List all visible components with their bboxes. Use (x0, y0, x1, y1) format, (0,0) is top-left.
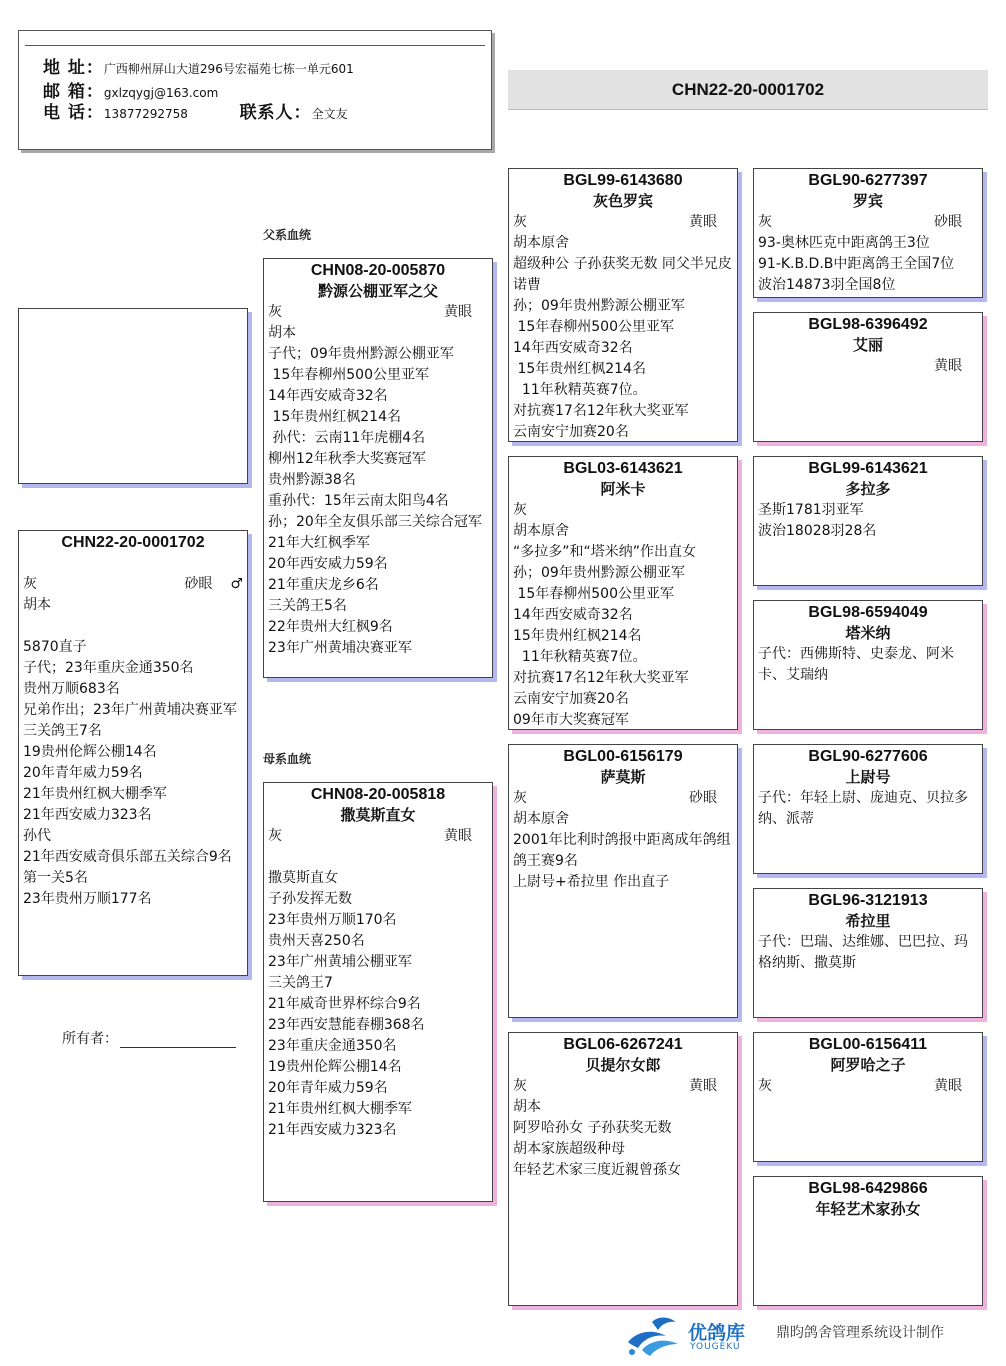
subject-eye: 砂眼 (184, 576, 213, 592)
note-line: 胡本 (268, 325, 296, 341)
note-line: 贵州万顺683名 (23, 681, 120, 697)
note-line: 23年西安慧能春棚368名 (268, 1017, 425, 1033)
ggp4-notes (754, 644, 982, 686)
note-line: 孙；09年贵州黔源公棚亚军 (513, 298, 685, 314)
note-line: 超级种公 子孙获奖无数 同父半兄皮诺曹 (513, 256, 732, 293)
ggp6-ring: BGL96-3121913 (808, 892, 928, 909)
note-line (23, 616, 243, 637)
gp3-ring: BGL00-6156179 (563, 748, 683, 765)
ggp8-ring: BGL98-6429866 (808, 1180, 928, 1197)
note-line: 重孙代：15年云南太阳鸟4名 (268, 493, 449, 509)
note-line: 柳州12年秋季大奖赛冠军 (268, 451, 426, 467)
subject-notes (19, 595, 247, 910)
granddam-paternal-card (508, 456, 738, 730)
note-line: 21年西安威力323名 (23, 807, 152, 823)
owner-field (62, 1028, 236, 1048)
ggp4-ring: BGL98-6594049 (808, 604, 928, 621)
ggp7-eye: 黄眼 (934, 1078, 962, 1094)
photo-placeholder (18, 308, 248, 484)
subject-ring: CHN22-20-0001702 (61, 534, 205, 551)
note-line: 对抗赛17名12年秋大奖亚军 (513, 670, 689, 686)
gp4-eye: 黄眼 (689, 1078, 717, 1094)
ggp1-card (753, 168, 983, 298)
sire-name: 黔源公棚亚军之父 (317, 282, 438, 300)
note-line: 21年大红枫季军 (268, 535, 370, 551)
gp3-name: 萨莫斯 (600, 768, 646, 786)
note-line: 子代；09年贵州黔源公棚亚军 (268, 346, 454, 362)
ggp5-name: 上尉号 (845, 768, 891, 786)
note-line: 21年重庆龙乡6名 (268, 577, 379, 593)
note-line: 20年西安威力59名 (268, 556, 388, 572)
brand-name-cn: 优鸽库 (688, 1322, 746, 1344)
grandsire-paternal-card (508, 168, 738, 442)
note-line: 阿罗哈孙女 子孙获奖无数 (513, 1120, 672, 1136)
note-line: 23年广州黄埔决赛亚军 (268, 640, 412, 656)
gp4-name: 贝提尔女郎 (585, 1056, 661, 1074)
ggp1-name: 罗宾 (852, 192, 883, 210)
note-line: 胡本家族超级种母 (513, 1141, 625, 1157)
phone-value: 13877292758 (103, 107, 188, 121)
phone-row (43, 98, 348, 123)
gp3-color: 灰 (513, 790, 527, 806)
note-line: 20年青年威力59名 (268, 1080, 388, 1096)
note-line: 子代：年轻上尉、庞迪克、贝拉多纳、派蒂 (758, 790, 968, 827)
note-line: 上尉号+希拉里 作出直子 (513, 874, 670, 890)
note-line: 第一关5名 (23, 870, 88, 886)
ggp5-ring: BGL90-6277606 (808, 748, 928, 765)
ggp4-card (753, 600, 983, 730)
ggp8-name: 年轻艺术家孙女 (815, 1200, 921, 1218)
note-line: “多拉多”和“塔米纳”作出直女 (513, 544, 697, 560)
ggp4-name: 塔米纳 (845, 624, 891, 642)
note-line: 孙；20年全友俱乐部三关综合冠军 (268, 514, 482, 530)
sire-notes (264, 323, 492, 659)
footer-credit: 鼎昀鸽舍管理系统设计制作 (776, 1325, 944, 1341)
note-line: 三关鸽王5名 (268, 598, 347, 614)
note-line: 23年贵州万顺177名 (23, 891, 152, 907)
ggp1-notes (754, 233, 982, 296)
sire-color: 灰 (268, 304, 282, 320)
dam-eye: 黄眼 (444, 828, 472, 844)
note-line: 15年春柳州500公里亚军 (268, 367, 429, 383)
note-line: 胡本 (23, 597, 51, 613)
note-line: 对抗赛17名12年秋大奖亚军 (513, 403, 689, 419)
note-line: 胡本原舍 (513, 235, 569, 251)
yougeku-logo-icon (622, 1312, 684, 1358)
dam-ring: CHN08-20-005818 (310, 786, 446, 803)
note-line: 22年贵州大红枫9名 (268, 619, 393, 635)
email-label: 邮 箱： (43, 82, 104, 102)
note-line: 19贵州伦辉公棚14名 (23, 744, 157, 760)
note-line: 圣斯1781羽亚军 (758, 502, 864, 518)
ggp2-ring: BGL98-6396492 (808, 316, 928, 333)
address-row (43, 53, 354, 78)
ggp3-notes (754, 500, 982, 542)
note-line: 21年西安威力323名 (268, 1122, 397, 1138)
note-line: 孙代 (23, 828, 51, 844)
note-line: 子代：西佛斯特、史泰龙、阿米卡、艾瑞纳 (758, 646, 954, 683)
ggp6-name: 希拉里 (845, 912, 891, 930)
note-line: 21年威奇世界杯综合9名 (268, 996, 421, 1012)
note-line: 15年贵州红枫214名 (268, 409, 401, 425)
ggp2-name: 艾丽 (852, 336, 883, 354)
note-line: 孙；09年贵州黔源公棚亚军 (513, 565, 685, 581)
note-line: 14年西安威奇32名 (268, 388, 388, 404)
gp3-notes (509, 809, 737, 893)
note-line: 胡本 (513, 1099, 541, 1115)
gp2-color: 灰 (513, 502, 527, 518)
sire-section-title: 父系血统 (263, 228, 312, 242)
note-line: 子代：巴瑞、达维娜、巴巴拉、玛格纳斯、撒莫斯 (758, 934, 968, 971)
note-line: 子代；23年重庆金通350名 (23, 660, 194, 676)
note-line: 23年贵州万顺170名 (268, 912, 397, 928)
note-line: 11年秋精英赛7位。 (513, 382, 647, 398)
gp1-name: 灰色罗宾 (592, 192, 653, 210)
note-line: 19贵州伦辉公棚14名 (268, 1059, 402, 1075)
ggp5-notes (754, 788, 982, 830)
contact-card (18, 30, 492, 150)
note-line: 三关鸽王7 (268, 975, 333, 991)
ggp5-card (753, 744, 983, 874)
gp4-notes (509, 1097, 737, 1181)
ggp3-card (753, 456, 983, 586)
note-line: 年轻艺术家三度近親曾孫女 (513, 1162, 681, 1178)
ggp7-color: 灰 (758, 1078, 772, 1094)
note-line: 波治14873羽全国8位 (758, 277, 896, 293)
ggp6-card (753, 888, 983, 1018)
note-line: 胡本原舍 (513, 523, 569, 539)
gp4-ring: BGL06-6267241 (563, 1036, 683, 1053)
note-line: 11年秋精英赛7位。 (513, 649, 647, 665)
dam-section-title: 母系血统 (263, 752, 312, 766)
contact-divider (25, 45, 485, 46)
sire-card (263, 258, 493, 678)
ggp6-notes (754, 932, 982, 974)
note-line: 云南安宁加赛20名 (513, 691, 629, 707)
note-line: 2001年比利时鸽报中距离成年鸽组鸽王赛9名 (513, 832, 731, 869)
contact-person-value: 全文友 (311, 107, 348, 121)
main-ring-number: CHN22-20-0001702 (508, 70, 988, 110)
note-line: 21年贵州红枫大棚季军 (268, 1101, 412, 1117)
sire-eye: 黄眼 (444, 304, 472, 320)
ggp1-color: 灰 (758, 214, 772, 230)
ggp7-card (753, 1032, 983, 1162)
ggp3-ring: BGL99-6143621 (808, 460, 928, 477)
ggp1-ring: BGL90-6277397 (808, 172, 928, 189)
granddam-maternal-card (508, 1032, 738, 1306)
note-line: 14年西安威奇32名 (513, 340, 633, 356)
owner-label: 所有者： (62, 1031, 118, 1047)
gp1-ring: BGL99-6143680 (563, 172, 683, 189)
gp2-notes (509, 521, 737, 730)
address-label: 地 址： (43, 58, 104, 78)
note-line: 5870直子 (23, 639, 87, 655)
gp1-color: 灰 (513, 214, 527, 230)
ggp1-eye: 砂眼 (934, 214, 962, 230)
note-line: 21年贵州红枫大棚季军 (23, 786, 167, 802)
note-line: 兄弟作出；23年广州黄埔决赛亚军 (23, 702, 237, 718)
gp2-name: 阿米卡 (600, 480, 646, 498)
subject-card (18, 530, 248, 976)
gp1-notes (509, 233, 737, 442)
ggp2-card (753, 312, 983, 442)
subject-color: 灰 (23, 576, 37, 592)
note-line: 15年春柳州500公里亚军 (513, 586, 674, 602)
brand-name-en: YOUGEKU (690, 1342, 741, 1352)
contact-person-label: 联系人： (239, 103, 312, 123)
phone-label: 电 话： (43, 103, 104, 123)
note-line: 91-K.B.D.B中距离鸽王全国7位 (758, 256, 955, 272)
note-line: 21年西安威奇俱乐部五关综合9名 (23, 849, 232, 865)
note-line: 孙代：云南11年虎棚4名 (268, 430, 426, 446)
email-value: gxlzqygj@163.com (103, 86, 219, 100)
note-line: 15年春柳州500公里亚军 (513, 319, 674, 335)
note-line: 贵州天喜250名 (268, 933, 365, 949)
note-line: 09年市大奖赛冠军 (513, 712, 629, 728)
ggp7-ring: BGL00-6156411 (808, 1036, 928, 1053)
note-line: 23年广州黄埔公棚亚军 (268, 954, 412, 970)
note-line: 23年重庆金通350名 (268, 1038, 397, 1054)
note-line: 贵州黔源38名 (268, 472, 356, 488)
address-value: 广西柳州屏山大道296号宏福苑七栋一单元601 (103, 62, 354, 76)
gp3-eye: 砂眼 (689, 790, 717, 806)
note-line: 波治18028羽28名 (758, 523, 877, 539)
ggp8-card (753, 1176, 983, 1306)
note-line (268, 847, 488, 868)
note-line: 三关鸽王7名 (23, 723, 102, 739)
dam-name: 撒莫斯直女 (340, 806, 416, 824)
note-line: 14年西安威奇32名 (513, 607, 633, 623)
gp4-color: 灰 (513, 1078, 527, 1094)
note-line: 胡本原舍 (513, 811, 569, 827)
grandsire-maternal-card (508, 744, 738, 1018)
note-line: 子孙发挥无数 (268, 891, 352, 907)
note-line: 20年青年威力59名 (23, 765, 143, 781)
note-line: 撒莫斯直女 (268, 870, 338, 886)
sire-ring: CHN08-20-005870 (310, 262, 446, 279)
note-line: 云南安宁加赛20名 (513, 424, 629, 440)
dam-card (263, 782, 493, 1202)
note-line: 93-奥林匹克中距离鸽王3位 (758, 235, 930, 251)
male-sex-icon: ♂ (230, 576, 243, 592)
owner-blank-line (120, 1033, 236, 1048)
ggp2-eye: 黄眼 (934, 358, 962, 374)
ggp7-name: 阿罗哈之子 (830, 1056, 906, 1074)
note-line: 15年贵州红枫214名 (513, 361, 646, 377)
gp2-ring: BGL03-6143621 (563, 460, 683, 477)
dam-color: 灰 (268, 828, 282, 844)
dam-notes (264, 847, 492, 1141)
ggp3-name: 多拉多 (845, 480, 891, 498)
note-line: 15年贵州红枫214名 (513, 628, 642, 644)
gp1-eye: 黄眼 (689, 214, 717, 230)
